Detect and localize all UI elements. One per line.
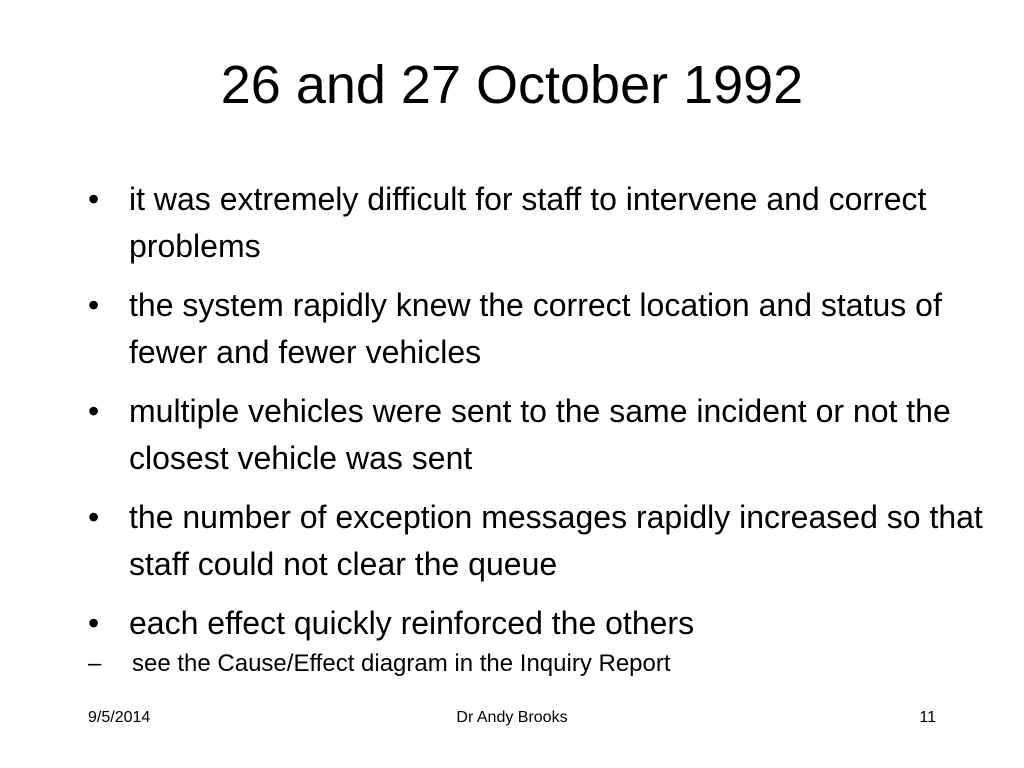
footer-date: 9/5/2014 — [88, 709, 151, 726]
bullet-marker: • — [88, 181, 100, 217]
bullet-text: each effect quickly reinforced the others — [129, 605, 695, 641]
bullet-text: the system rapidly knew the correct location and status of fewer and fewer vehicles — [129, 287, 942, 370]
bullet-item — [88, 600, 998, 647]
bullet-marker: • — [88, 393, 100, 429]
bullet-marker: • — [88, 499, 100, 535]
bullet-text: the number of exception messages rapidly increased so that staff could not clear the queue — [129, 499, 983, 582]
subbullet-item — [88, 649, 998, 679]
bullet-item — [88, 176, 998, 270]
bullet-item — [88, 282, 998, 376]
bullet-marker: • — [88, 287, 100, 323]
footer-page-number: 11 — [919, 709, 936, 726]
footer-author: Dr Andy Brooks — [456, 709, 568, 726]
bullet-text: multiple vehicles were sent to the same incident or not the closest vehicle was sent — [129, 393, 951, 476]
subbullet-marker: – — [88, 650, 102, 677]
bullet-list — [88, 176, 998, 679]
slide-title: 26 and 27 October 1992 — [220, 55, 804, 115]
bullet-item — [88, 388, 998, 482]
bullet-marker: • — [88, 605, 100, 641]
bullet-item — [88, 494, 998, 588]
bullet-text: it was extremely difficult for staff to intervene and correct problems — [129, 181, 927, 264]
subbullet-text: see the Cause/Effect diagram in the Inquiry Report — [132, 650, 671, 677]
subbullet-group — [88, 649, 998, 679]
subbullet-list — [88, 649, 998, 679]
